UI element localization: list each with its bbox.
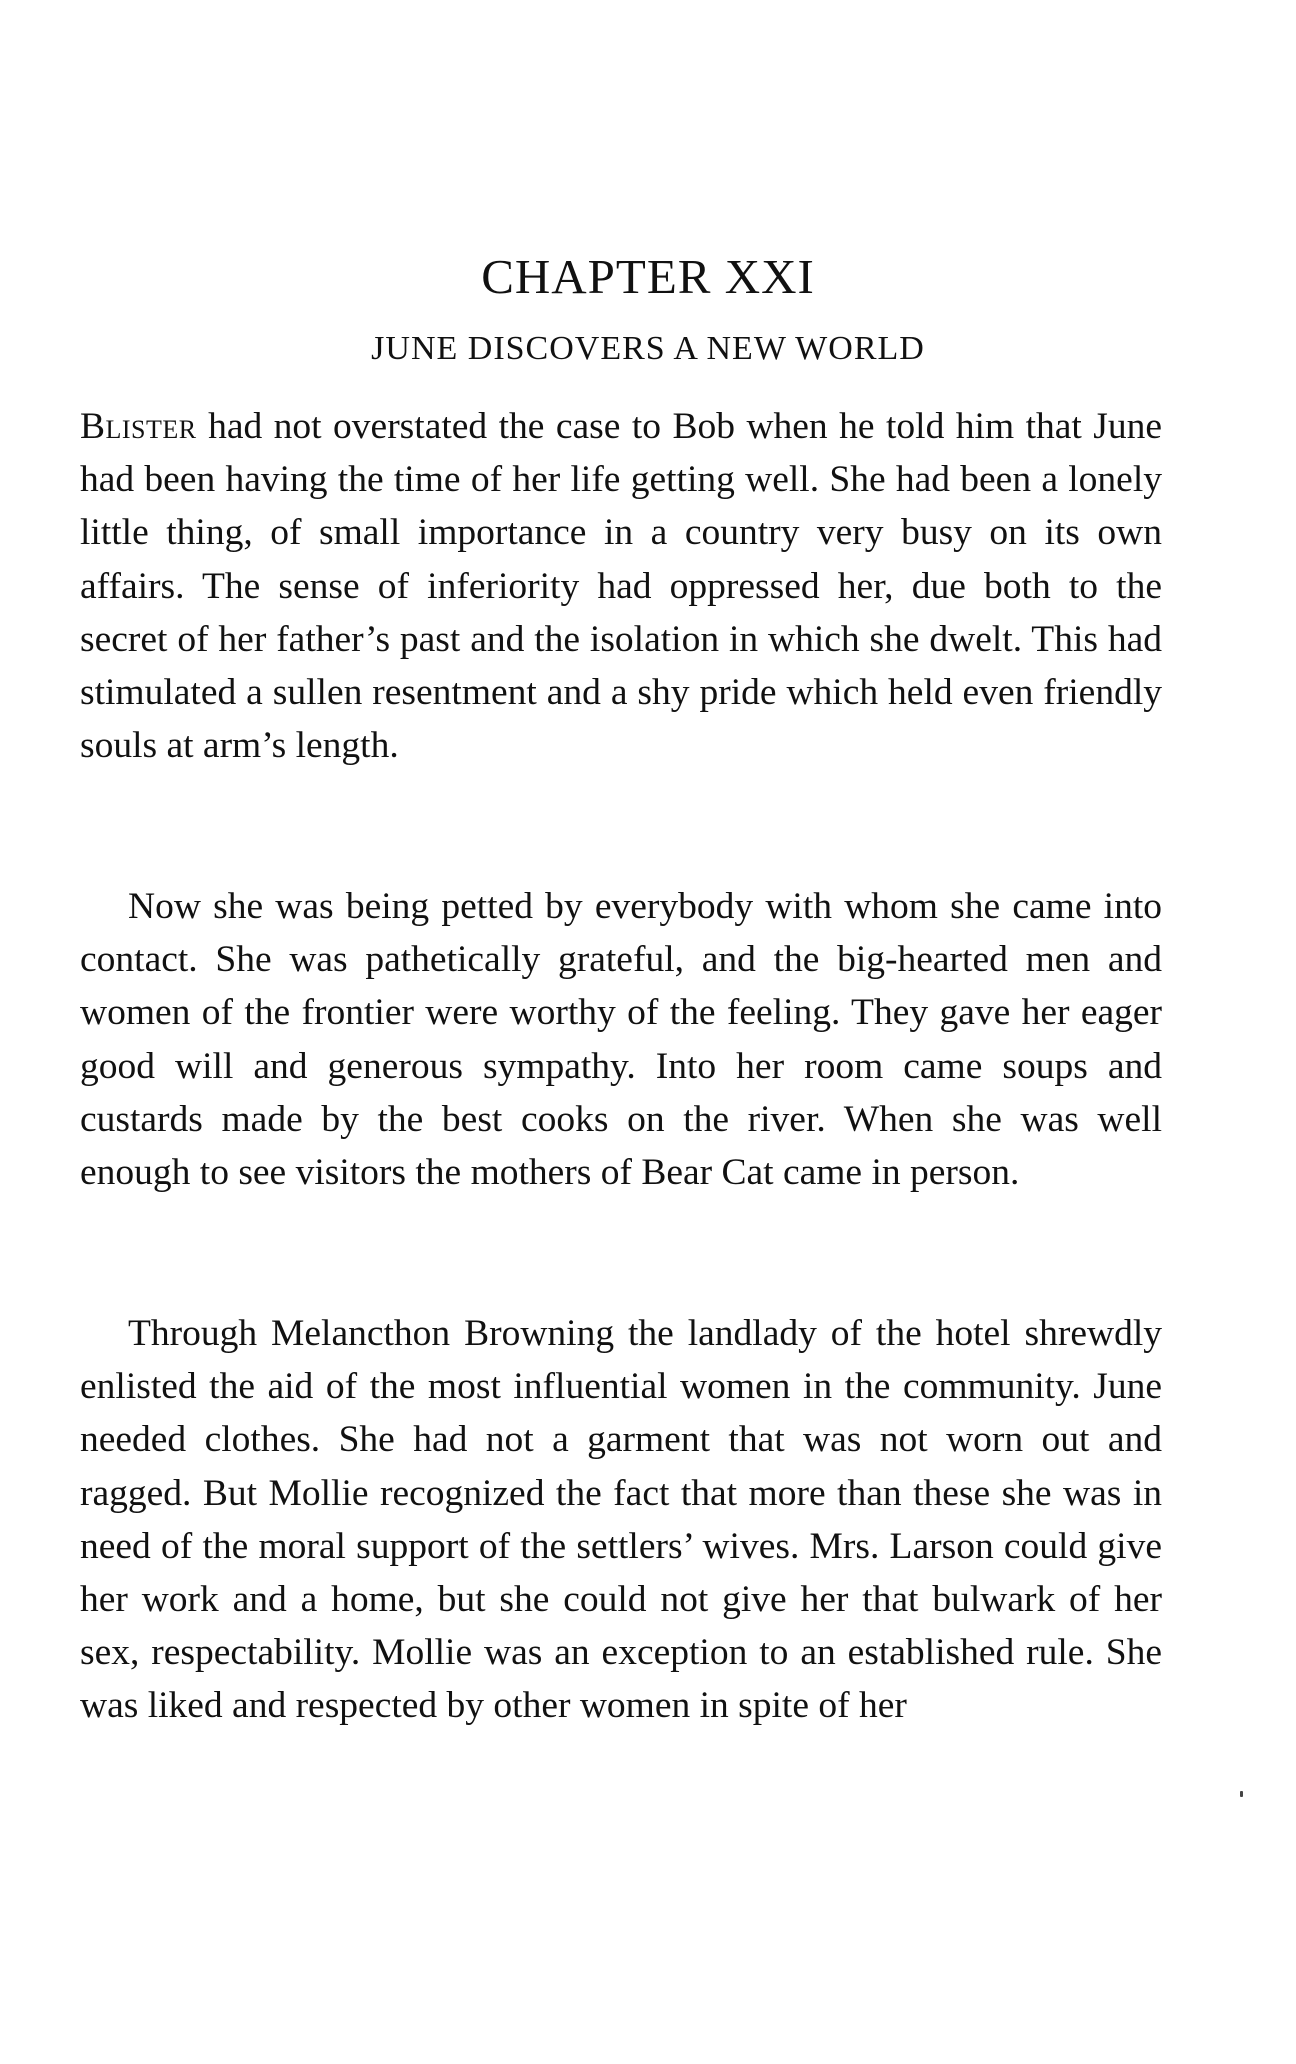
paragraph-1-lead-word: Blister — [80, 406, 197, 447]
paragraph-1-text: had not overstated the case to Bob when he told him that June had been having the time of her life getting well. She had been a lonely little thing, of small importance in a country very busy on its own affairs. The sense of inferiority had oppressed her, due both to the secret of her father’s past and the isolation in which she dwelt. This had stimulated a sullen resentment and a shy pride which held even friendly souls at arm’s length. — [80, 406, 1162, 767]
paragraph-1 — [80, 400, 1162, 772]
page-speck — [1240, 1791, 1243, 1797]
chapter-title: JUNE DISCOVERS A NEW WORLD — [371, 330, 925, 367]
paragraph-3 — [80, 1307, 1162, 1733]
chapter-number: CHAPTER XXI — [481, 249, 815, 304]
paragraph-3-text: Through Melancthon Browning the landlady of the hotel shrewdly enlisted the aid of the most influential women in the community. June needed clothes. She had not a garment that was not worn out and ragged. But Mollie recognized the fact that more than these she was in need of the moral support of the settlers’ wives. Mrs. Larson could give her work and a home, but she could not give her that bulwark of her sex, respectability. Mollie was an exception to an established rule. She was liked and respected by other women in spite of her — [80, 1313, 1162, 1727]
paragraph-2-text: Now she was being petted by everybody with whom she came into contact. She was pathetically grateful, and the big-hearted men and women of the frontier were worthy of the feeling. They gave her eager good will and generous sympathy. Into her room came soups and custards made by the best cooks on the river. When she was well enough to see visitors the mothers of Bear Cat came in person. — [80, 886, 1162, 1194]
paragraph-2 — [80, 880, 1162, 1199]
